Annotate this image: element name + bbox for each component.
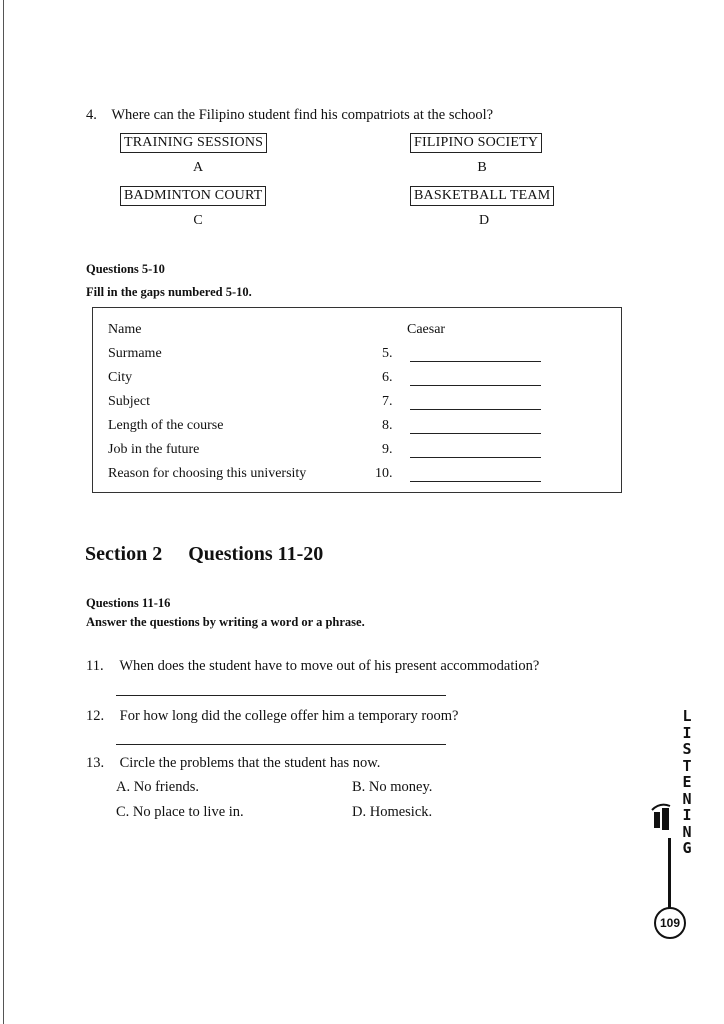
side-letter: I: [682, 806, 692, 824]
side-letter: G: [682, 839, 692, 857]
choice-c[interactable]: C. No place to live in.: [116, 804, 244, 820]
details-form: [92, 307, 622, 493]
option-b-box[interactable]: FILIPINO SOCIETY: [410, 133, 542, 153]
question-4: [86, 107, 493, 124]
form-row-number: 5.: [382, 346, 393, 361]
question-12: [86, 708, 458, 725]
side-letter: E: [682, 773, 692, 791]
page-edge-rule: [3, 0, 4, 1024]
form-row-label: Subject: [108, 394, 150, 409]
form-row-label: Reason for choosing this university: [108, 466, 307, 481]
answer-line-12[interactable]: [116, 744, 446, 745]
gap-line-5[interactable]: [410, 361, 541, 362]
section-2-label: Section 2: [85, 543, 163, 565]
gap-line-9[interactable]: [410, 457, 541, 458]
side-letter: T: [682, 756, 692, 775]
questions-11-16-instruction: Answer the questions by writing a word or a phrase.: [86, 615, 365, 629]
form-row-label: Length of the course: [108, 418, 224, 433]
form-row-number: 9.: [382, 442, 393, 457]
option-d-letter: D: [478, 213, 490, 228]
questions-11-16-heading: Questions 11-16: [86, 596, 171, 610]
form-row-number: 8.: [382, 418, 393, 433]
choice-a[interactable]: A. No friends.: [116, 779, 199, 795]
headphones-icon: [648, 800, 678, 840]
form-row-number: 6.: [382, 370, 393, 385]
questions-5-10-heading: Questions 5-10: [86, 262, 165, 276]
option-c-box[interactable]: BADMINTON COURT: [120, 186, 266, 206]
form-header-value: Caesar: [407, 322, 446, 337]
option-b-letter: B: [477, 160, 487, 175]
section-2-questions-range: Questions 11-20: [188, 543, 324, 565]
form-header-label: Name: [108, 322, 142, 337]
question-13: [86, 755, 380, 772]
form-row-label: Job in the future: [108, 442, 200, 457]
question-11: [86, 658, 539, 675]
listening-side-label: [676, 708, 698, 857]
gap-line-6[interactable]: [410, 385, 541, 386]
gap-line-8[interactable]: [410, 433, 541, 434]
side-letter: N: [682, 789, 692, 808]
question-11-number: 11.: [86, 658, 104, 674]
choice-b[interactable]: B. No money.: [352, 779, 433, 795]
option-a-box[interactable]: TRAINING SESSIONS: [120, 133, 267, 153]
side-letter: S: [682, 740, 692, 758]
form-row-label: City: [108, 370, 133, 385]
option-d-box[interactable]: BASKETBALL TEAM: [410, 186, 554, 206]
form-row-number: 7.: [382, 394, 393, 409]
form-row-label: Surmame: [108, 346, 162, 361]
question-13-number: 13.: [86, 755, 105, 771]
question-12-number: 12.: [86, 708, 105, 724]
question-13-text: Circle the problems that the student has now.: [119, 755, 381, 771]
side-stem-line: [668, 838, 671, 908]
answer-line-11[interactable]: [116, 695, 446, 696]
question-11-text: When does the student have to move out of his present accommodation?: [119, 658, 540, 674]
question-4-number: 4.: [86, 107, 97, 123]
question-12-text: For how long did the college offer him a temporary room?: [119, 708, 459, 724]
side-letter: I: [682, 723, 692, 742]
option-a-letter: A: [192, 160, 204, 175]
form-row-number: 10.: [375, 466, 393, 481]
option-c-letter: C: [193, 213, 203, 228]
gap-line-10[interactable]: [410, 481, 541, 482]
choice-d[interactable]: D. Homesick.: [352, 804, 433, 820]
side-letter: N: [682, 822, 692, 841]
page-number-badge: 109: [654, 907, 686, 939]
side-letter: L: [682, 707, 692, 725]
question-4-text: Where can the Filipino student find his compatriots at the school?: [111, 107, 494, 123]
gap-line-7[interactable]: [410, 409, 541, 410]
section-2-title: [85, 543, 323, 566]
questions-5-10-instruction: Fill in the gaps numbered 5-10.: [86, 285, 252, 299]
